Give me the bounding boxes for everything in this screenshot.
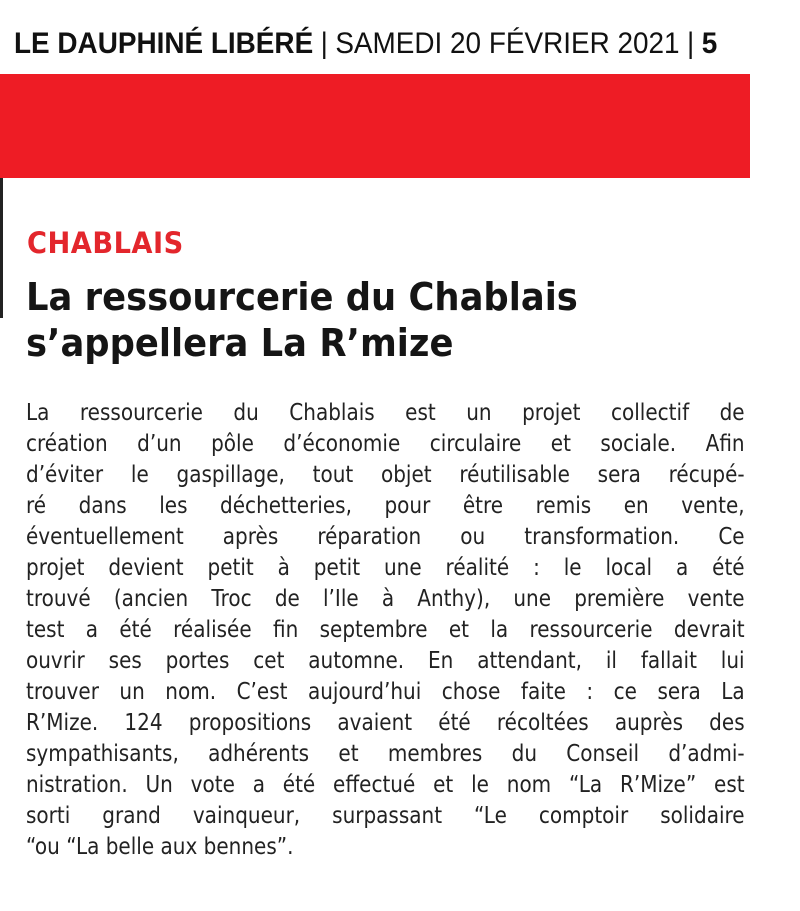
- masthead-separator: |: [320, 27, 328, 60]
- newspaper-name: LE DAUPHINÉ LIBÉRÉ: [14, 27, 314, 60]
- masthead-separator: |: [687, 27, 695, 60]
- headline-line: s’appellera La R’mize: [26, 321, 454, 365]
- red-banner: [0, 74, 750, 178]
- headline-line: La ressourcerie du Chablais: [26, 275, 578, 319]
- article-headline: [26, 274, 714, 366]
- body-line: ré dans les déchetteries, pour être remis en vente,: [26, 493, 745, 519]
- issue-date: SAMEDI 20 FÉVRIER 2021: [335, 27, 680, 60]
- body-line: éventuellement après réparation ou transformation. Ce: [26, 524, 745, 550]
- body-line: sympathisants, adhérents et membres du Conseil d’admi-: [26, 741, 745, 767]
- body-line: trouver un nom. C’est aujourd’hui chose faite : ce sera La: [26, 679, 745, 705]
- body-line: trouvé (ancien Troc de l’Ile à Anthy), une première vente: [26, 586, 745, 612]
- masthead: [14, 22, 717, 66]
- body-line: “ou “La belle aux bennes”.: [26, 834, 294, 860]
- body-line: test a été réalisée fin septembre et la ressourcerie devrait: [26, 617, 745, 643]
- left-column-rule: [0, 178, 3, 318]
- body-line: projet devient petit à petit une réalité : le local a été: [26, 555, 745, 581]
- body-line: La ressourcerie du Chablais est un projet collectif de: [26, 400, 745, 426]
- body-line: d’éviter le gaspillage, tout objet réutilisable sera récupé-: [26, 462, 745, 488]
- body-line: ouvrir ses portes cet automne. En attendant, il fallait lui: [26, 648, 745, 674]
- section-kicker: CHABLAIS: [27, 226, 184, 260]
- body-line: R’Mize. 124 propositions avaient été récoltées auprès des: [26, 710, 745, 736]
- body-line: sorti grand vainqueur, surpassant “Le comptoir solidaire: [26, 803, 745, 829]
- body-line: nistration. Un vote a été effectué et le nom “La R’Mize” est: [26, 772, 745, 798]
- article-body: [26, 398, 745, 863]
- body-line: création d’un pôle d’économie circulaire et sociale. Afin: [26, 431, 745, 457]
- page-number: 5: [701, 27, 718, 60]
